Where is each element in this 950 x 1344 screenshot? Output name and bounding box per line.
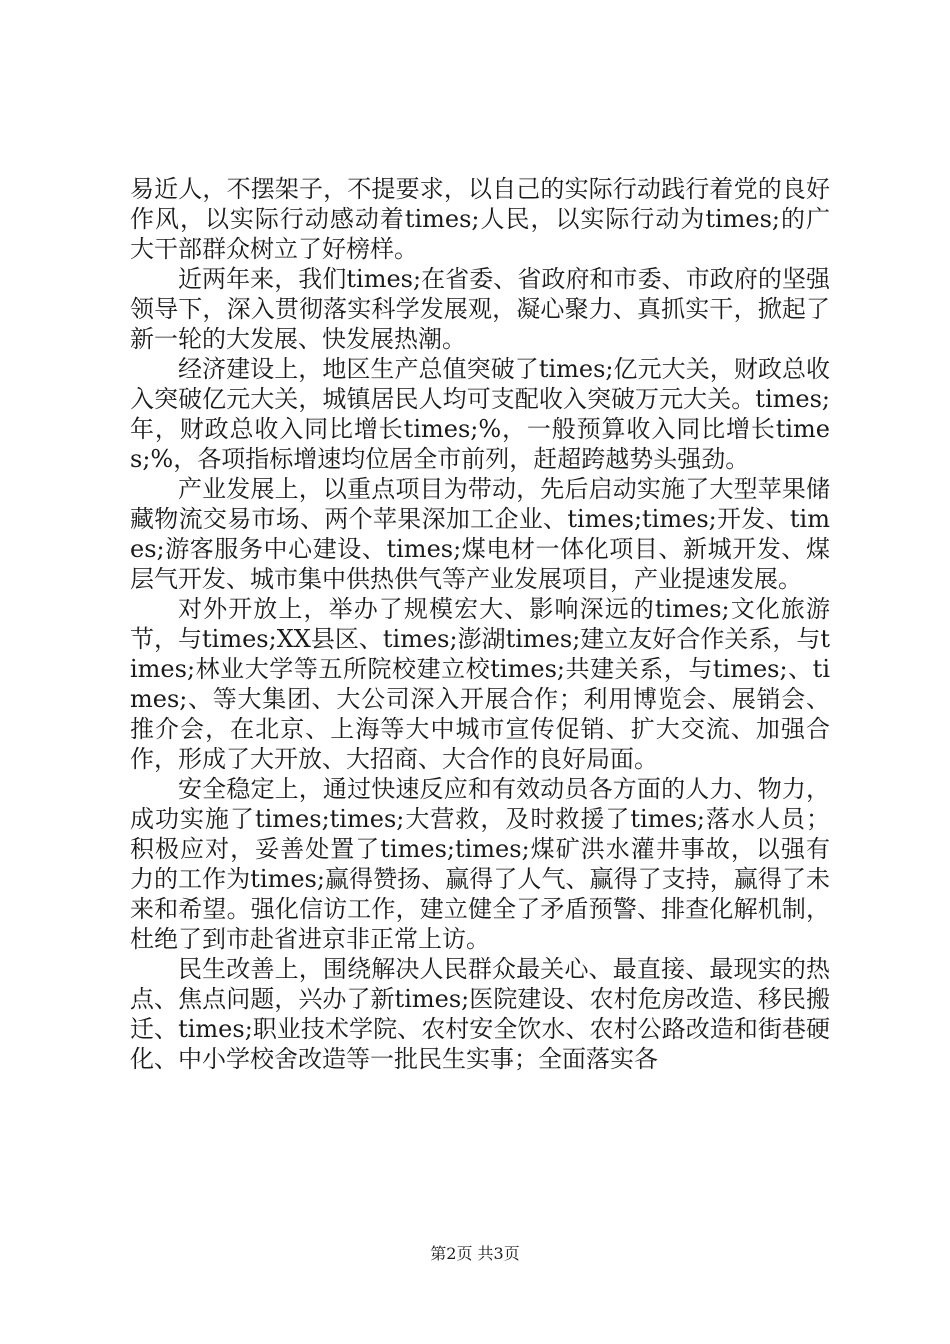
- paragraph-6: 安全稳定上，通过快速反应和有效动员各方面的人力、物力，成功实施了times;times;大营救，及时救援了times;落水人员；积极应对，妥善处置了times;times;煤矿洪水灌井事故，以强有力的工作为times;赢得赞扬、赢得了人气、赢得了支持，赢得了未来和希望。强化信访工作，建立健全了矛盾预警、排查化解机制，杜绝了到市赴省进京非正常上访。: [130, 775, 830, 953]
- paragraph-5: 对外开放上，举办了规模宏大、影响深远的times;文化旅游节，与times;XX县区、times;澎湖times;建立友好合作关系，与times;林业大学等五所院校建立校times;共建关系，与times;、times;、等大集团、大公司深入开展合作；利用博览会、展销会、推介会，在北京、上海等大中城市宣传促销、扩大交流、加强合作，形成了大开放、大招商、大合作的良好局面。: [130, 595, 830, 773]
- paragraph-3: 经济建设上，地区生产总值突破了times;亿元大关，财政总收入突破亿元大关，城镇居民人均可支配收入突破万元大关。times;年，财政总收入同比增长times;%，一般预算收入同比增长times;%，各项指标增速均位居全市前列，赶超跨越势头强劲。: [130, 355, 830, 473]
- paragraph-1: 易近人，不摆架子，不提要求，以自己的实际行动践行着党的良好作风，以实际行动感动着times;人民，以实际行动为times;的广大干部群众树立了好榜样。: [130, 175, 830, 263]
- page-number-footer: 第2页 共3页: [430, 1244, 520, 1263]
- paragraph-2: 近两年来，我们times;在省委、省政府和市委、市政府的坚强领导下，深入贯彻落实科学发展观，凝心聚力、真抓实干，掀起了新一轮的大发展、快发展热潮。: [130, 265, 830, 353]
- paragraph-7: 民生改善上，围绕解决人民群众最关心、最直接、最现实的热点、焦点问题，兴办了新times;医院建设、农村危房改造、移民搬迁、times;职业技术学院、农村安全饮水、农村公路改造和街巷硬化、中小学校舍改造等一批民生实事；全面落实各: [130, 955, 830, 1073]
- body-text: [130, 174, 830, 1074]
- paragraph-4: 产业发展上，以重点项目为带动，先后启动实施了大型苹果储藏物流交易市场、两个苹果深加工企业、times;times;开发、times;游客服务中心建设、times;煤电材一体化项目、新城开发、煤层气开发、城市集中供热供气等产业发展项目，产业提速发展。: [130, 475, 830, 593]
